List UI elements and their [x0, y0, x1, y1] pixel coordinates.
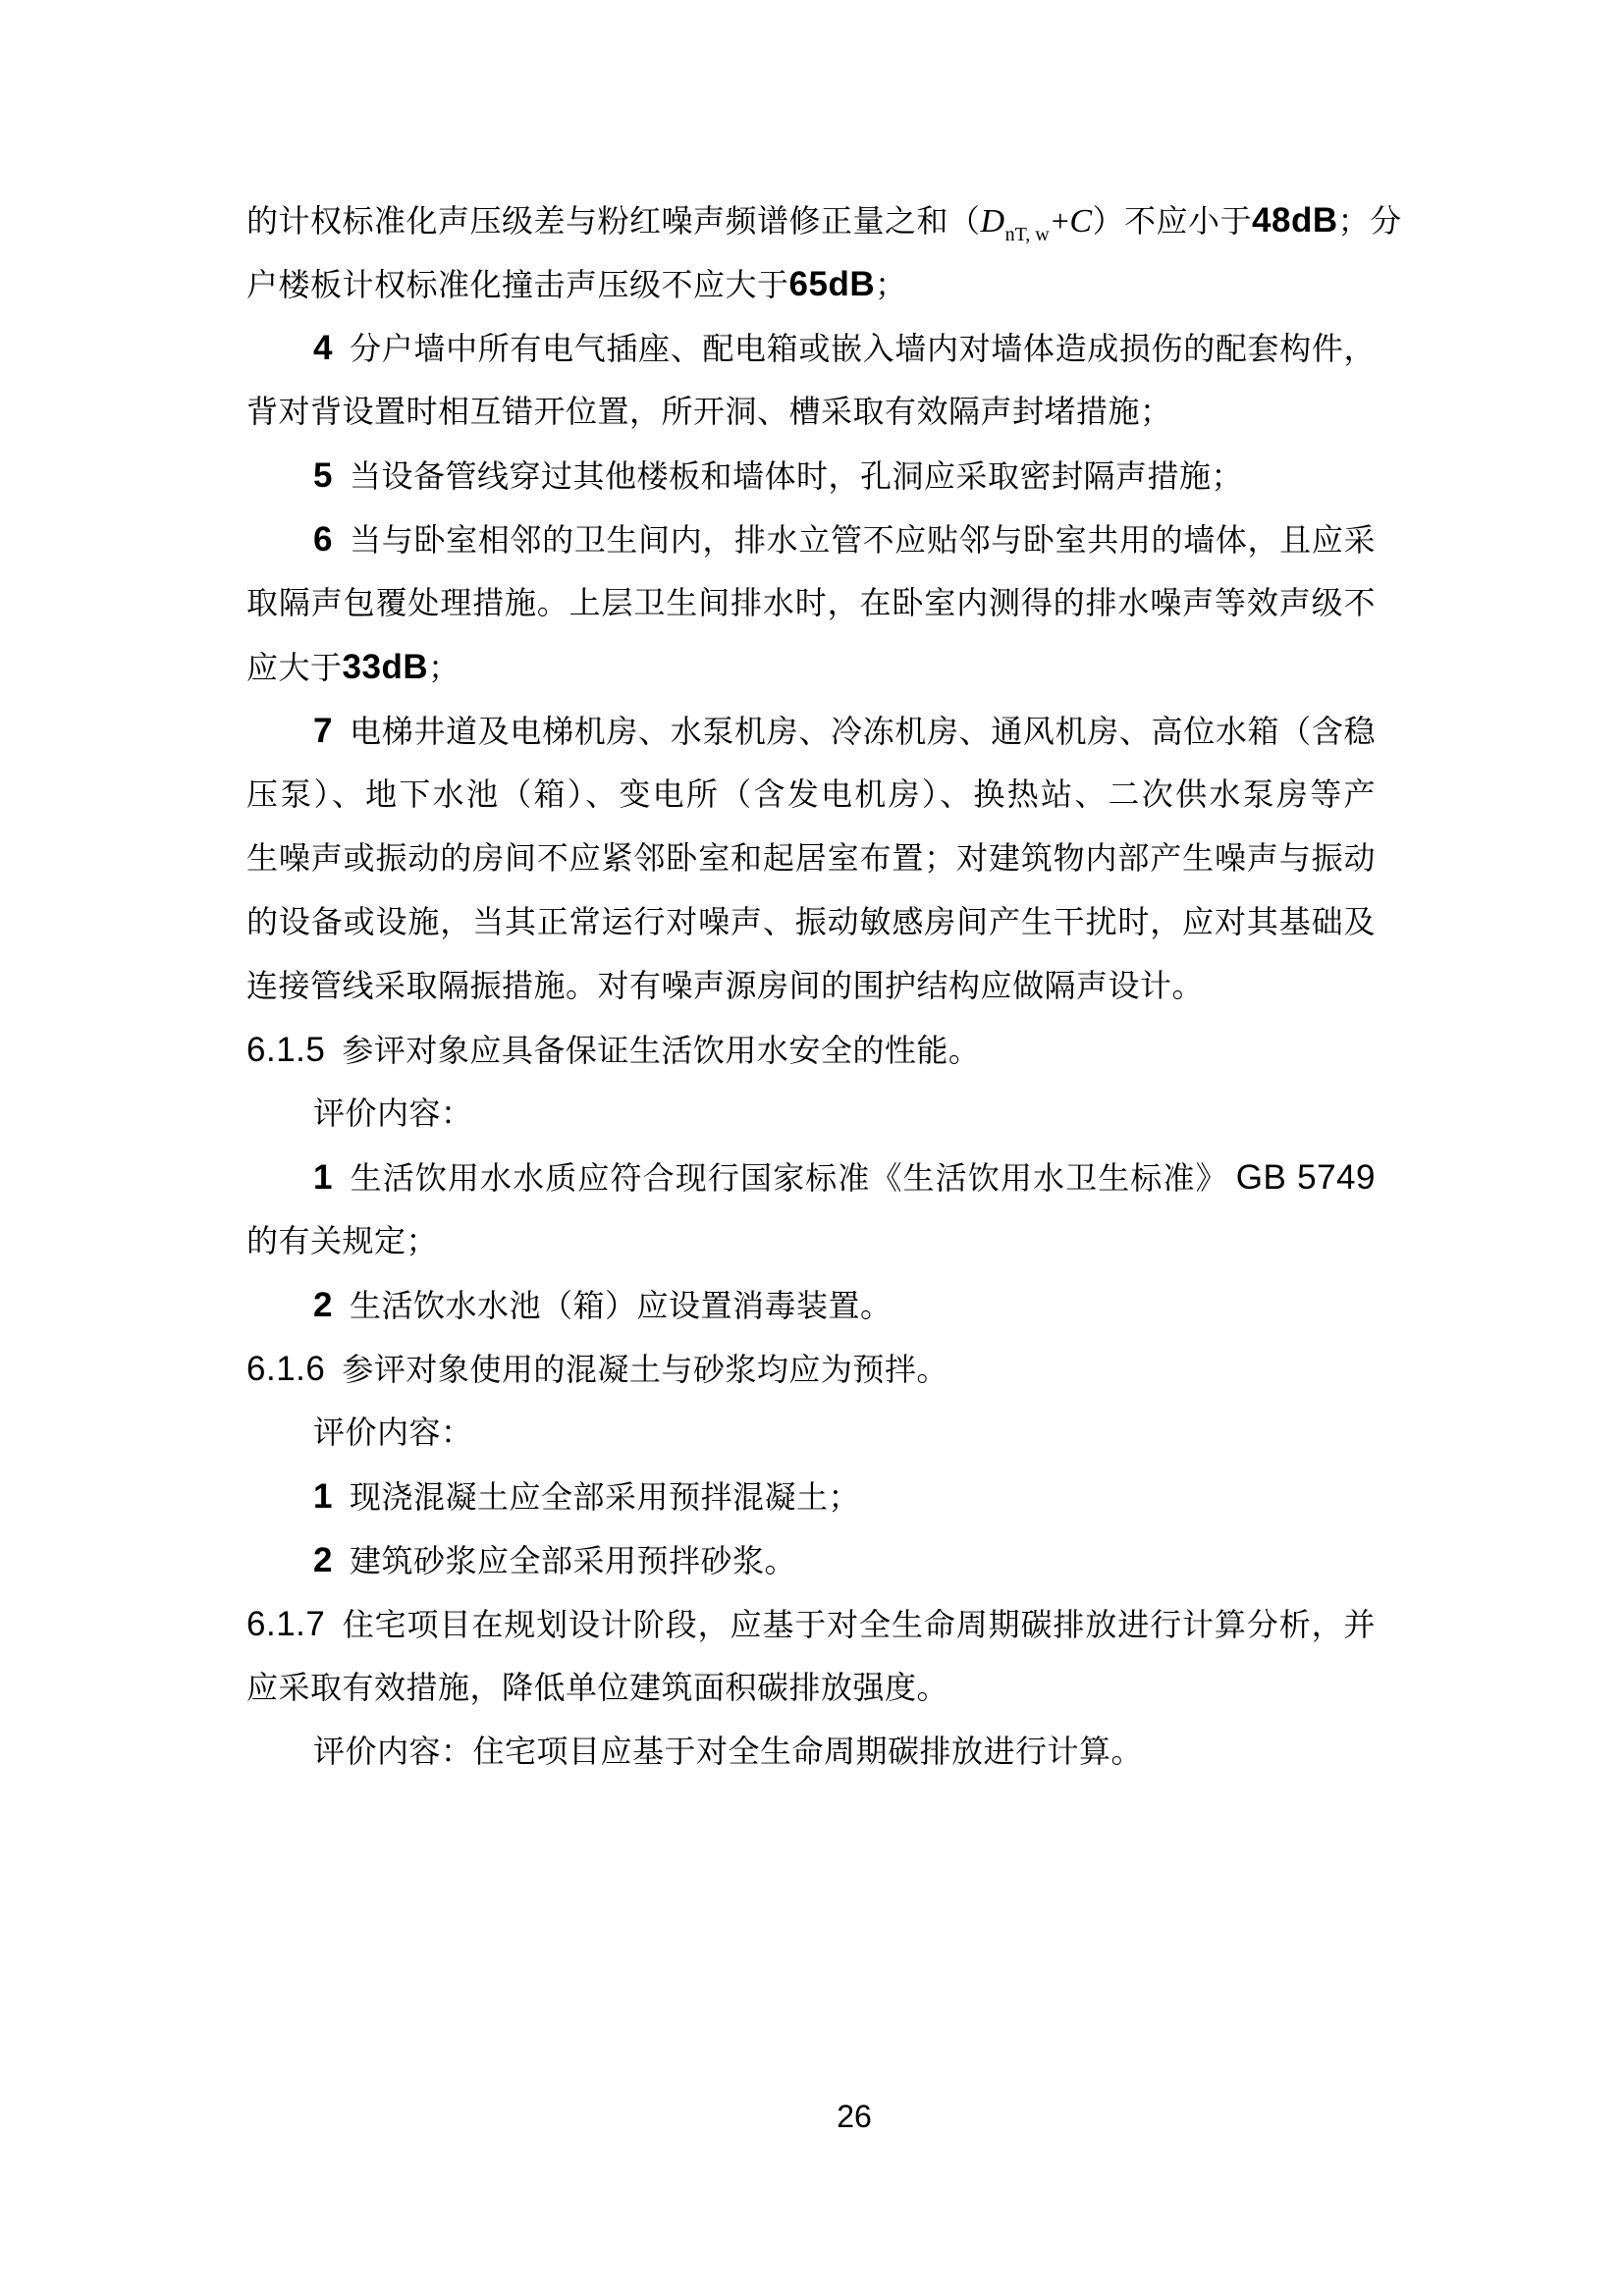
value-text: 33dB [342, 648, 429, 686]
value-text: 65dB [788, 265, 876, 303]
doc-line [246, 444, 1376, 507]
item-number: 6 [313, 520, 333, 559]
text-run: 压泵）、地下水池（箱）、变电所（含发电机房）、换热站、二次供水泵房等产 [246, 776, 1376, 812]
clause-number: 6.1.6 [246, 1350, 326, 1388]
text-run: 生活饮水水池（箱）应设置消毒装置。 [349, 1288, 893, 1323]
doc-line clause-6-1-5 [246, 1018, 1376, 1082]
standard-code: GB 5749 [1235, 1158, 1376, 1197]
doc-line [246, 1273, 1376, 1337]
item-number: 2 [313, 1541, 333, 1579]
text-run: 户楼板计权标准化撞击声压级不应大于 [246, 267, 789, 302]
doc-line [246, 699, 1376, 763]
clause-number: 6.1.7 [246, 1605, 326, 1643]
doc-line [246, 1209, 1376, 1273]
text-run: 当设备管线穿过其他楼板和墙体时，孔洞应采取密封隔声措施； [349, 458, 1243, 494]
doc-line [246, 188, 1402, 252]
text-run: 建筑砂浆应全部采用预拌砂浆。 [349, 1543, 796, 1578]
doc-line [246, 1465, 1376, 1528]
item-number: 2 [313, 1286, 333, 1324]
text-run: ；分 [1337, 203, 1402, 239]
document-body [246, 188, 1402, 1784]
text-run: ）不应小于 [1092, 203, 1253, 239]
text-run: 评价内容：住宅项目应基于对全生命周期碳排放进行计算。 [313, 1734, 1144, 1769]
text-run: ； [428, 650, 460, 685]
text-run: 电梯井道及电梯机房、水泵机房、冷冻机房、通风机房、高位水箱（含稳 [349, 714, 1376, 749]
text-run: 分户墙中所有电气插座、配电箱或嵌入墙内对墙体造成损伤的配套构件， [349, 331, 1376, 366]
doc-line [246, 571, 1376, 635]
text-run: 现浇混凝土应全部采用预拌混凝土； [349, 1479, 860, 1515]
doc-line [246, 1146, 1376, 1209]
text-run: 的设备或设施，当其正常运行对噪声、振动敏感房间产生干扰时，应对其基础及 [246, 904, 1376, 939]
formula-operator: + [1051, 203, 1070, 239]
text-run: 评价内容： [313, 1095, 473, 1131]
text-run: 生活饮用水水质应符合现行国家标准《生活饮用水卫生标准》 [349, 1160, 1228, 1196]
item-number: 7 [313, 712, 333, 750]
doc-line clause-6-1-6 [246, 1337, 1376, 1401]
doc-line [246, 1082, 1376, 1146]
item-number: 4 [313, 329, 333, 367]
text-run: 评价内容： [313, 1415, 473, 1450]
text-run: 的计权标准化声压级差与粉红噪声频谱修正量之和（ [246, 203, 981, 239]
doc-line [246, 507, 1376, 571]
doc-line [246, 1656, 1376, 1720]
doc-line [246, 635, 1376, 699]
text-run: 应大于 [246, 650, 343, 685]
formula-variable: C [1069, 203, 1093, 240]
text-run: 取隔声包覆处理措施。上层卫生间排水时，在卧室内测得的排水噪声等效声级不 [246, 585, 1376, 620]
item-number: 1 [313, 1158, 333, 1197]
doc-line clause-6-1-7 [246, 1592, 1376, 1656]
formula-variable: D [980, 203, 1005, 240]
doc-line [246, 252, 1376, 316]
text-run: 参评对象应具备保证生活饮用水安全的性能。 [342, 1033, 981, 1068]
text-run: ； [875, 267, 907, 302]
doc-line [246, 890, 1376, 954]
clause-number: 6.1.5 [246, 1031, 326, 1069]
text-run: 的有关规定； [246, 1223, 439, 1258]
text-run: 当与卧室相邻的卫生间内，排水立管不应贴邻与卧室共用的墙体，且应采 [349, 522, 1376, 558]
text-run: 连接管线采取隔振措施。对有噪声源房间的围护结构应做隔声设计。 [246, 968, 1205, 1003]
doc-line [246, 1528, 1376, 1592]
page-number-value: 26 [837, 2099, 872, 2134]
item-number: 1 [313, 1477, 333, 1516]
doc-line [246, 827, 1376, 890]
text-run: 参评对象使用的混凝土与砂浆均应为预拌。 [342, 1352, 948, 1387]
doc-line [246, 380, 1376, 444]
doc-line [246, 1401, 1376, 1465]
doc-line [246, 954, 1376, 1018]
doc-line [246, 316, 1376, 380]
doc-line [246, 1720, 1376, 1784]
value-text: 48dB [1252, 201, 1338, 240]
text-run: 应采取有效措施，降低单位建筑面积碳排放强度。 [246, 1670, 949, 1705]
text-run: 背对背设置时相互错开位置，所开洞、槽采取有效隔声封堵措施； [246, 394, 1172, 429]
item-number: 5 [313, 456, 333, 495]
page-number [0, 2097, 1624, 2136]
text-run: 生噪声或振动的房间不应紧邻卧室和起居室布置；对建筑物内部产生噪声与振动 [246, 840, 1376, 876]
doc-line [246, 763, 1376, 827]
formula-subscript: nT, w [1004, 224, 1050, 245]
text-run: 住宅项目在规划设计阶段，应基于对全生命周期碳排放进行计算分析，并 [342, 1607, 1376, 1642]
